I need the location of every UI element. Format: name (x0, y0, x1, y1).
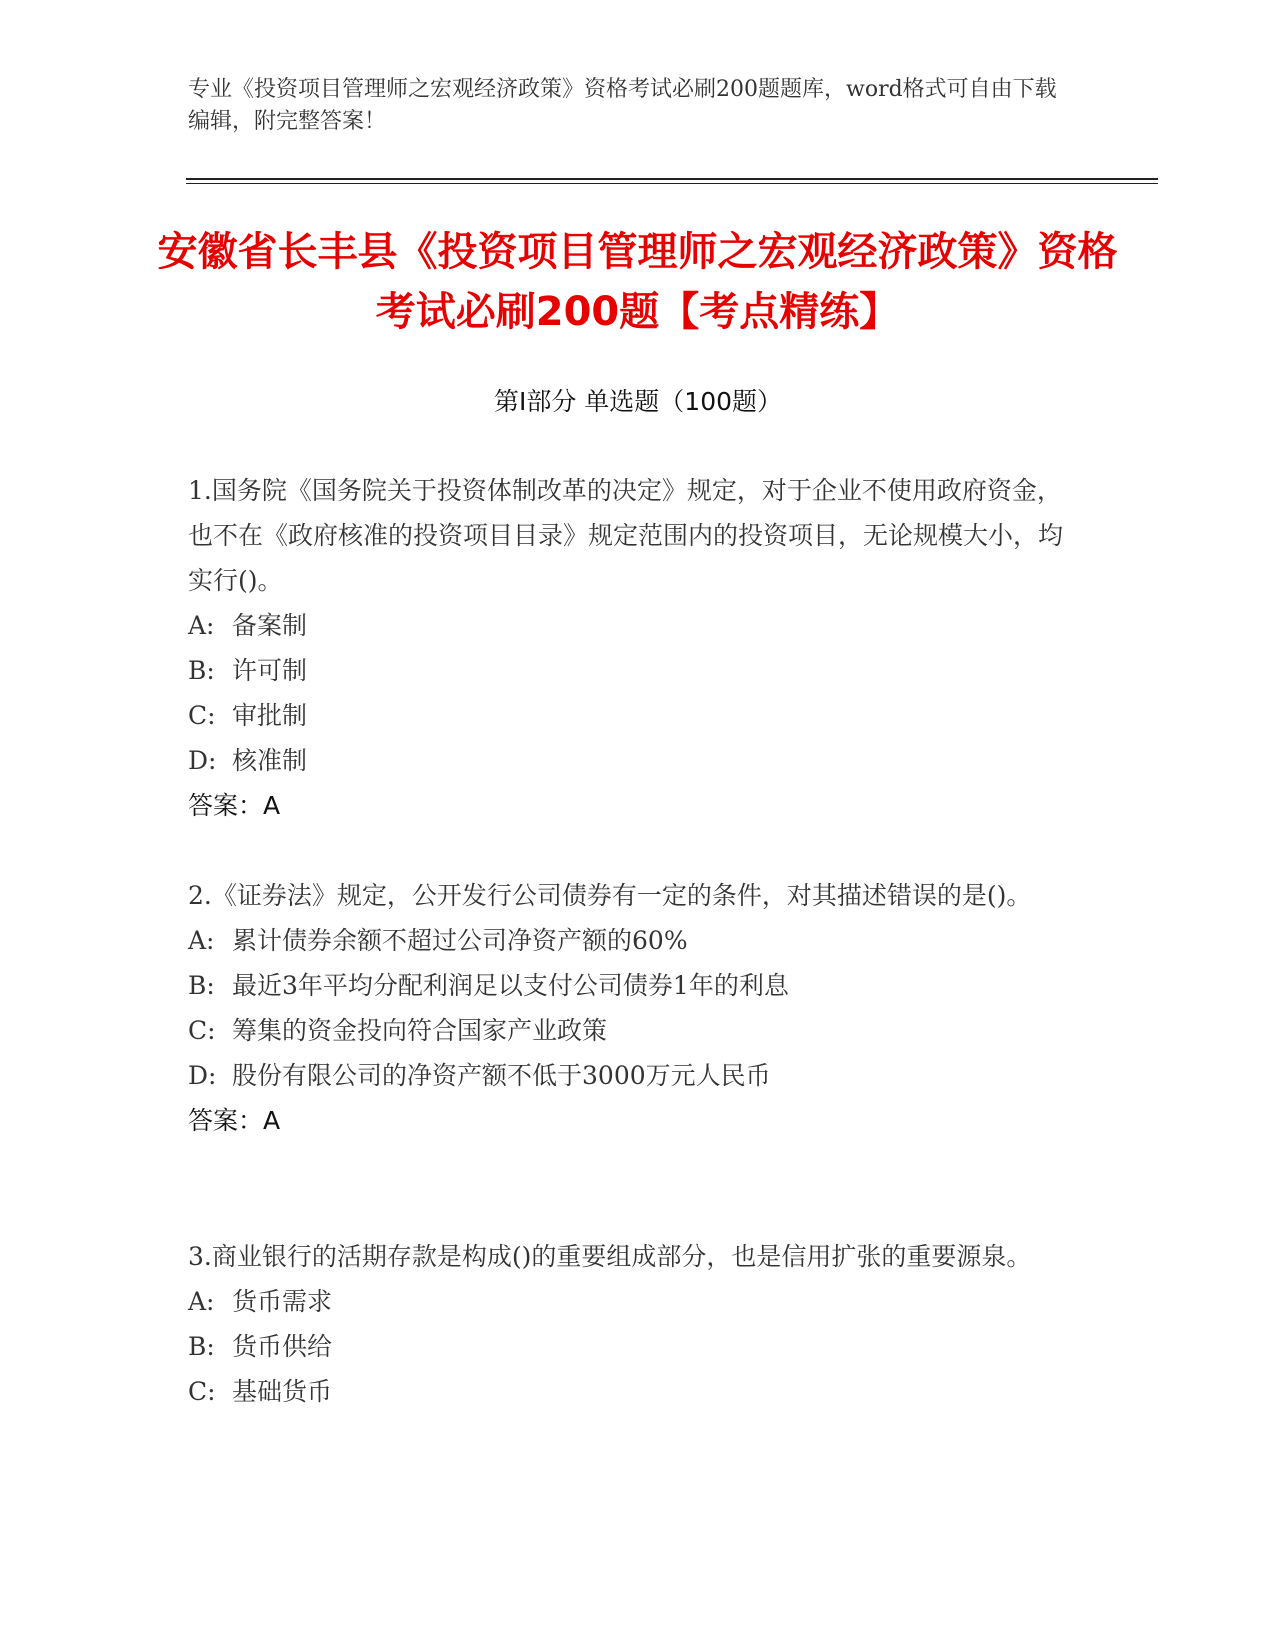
question-stem: 2.《证券法》规定，公开发行公司债券有一定的条件，对其描述错误的是()。 (188, 881, 1032, 910)
option-text: 备案制 (232, 611, 308, 640)
option-text: 货币供给 (232, 1332, 333, 1361)
option-b (188, 648, 1068, 693)
option-letter: A: (188, 1287, 215, 1316)
option-d (188, 738, 1068, 783)
option-letter: C: (188, 1016, 216, 1045)
question-1 (188, 468, 1068, 828)
option-d (188, 1053, 1068, 1098)
option-text: 货币需求 (232, 1287, 333, 1316)
option-a (188, 603, 1068, 648)
option-text: 审批制 (232, 701, 308, 730)
question-2 (188, 873, 1068, 1143)
option-text: 股份有限公司的净资产额不低于3000万元人民币 (232, 1061, 771, 1090)
header-divider-thin (186, 183, 1158, 184)
option-a (188, 918, 1068, 963)
answer-line: 答案：A (188, 1106, 281, 1135)
option-letter: D: (188, 746, 217, 775)
option-letter: C: (188, 1377, 216, 1406)
option-letter: B: (188, 971, 215, 1000)
option-b (188, 963, 1068, 1008)
option-text: 最近3年平均分配利润足以支付公司债券1年的利息 (232, 971, 789, 1000)
option-b (188, 1324, 1068, 1369)
option-letter: A: (188, 611, 215, 640)
option-a (188, 1279, 1068, 1324)
option-c (188, 1008, 1068, 1053)
option-text: 累计债券余额不超过公司净资产额的60% (232, 926, 688, 955)
header-note: 专业《投资项目管理师之宏观经济政策》资格考试必刷200题题库，word格式可自由下载编辑，附完整答案！ (188, 77, 1057, 134)
option-letter: B: (188, 656, 215, 685)
option-c (188, 693, 1068, 738)
document-title: 安徽省长丰县《投资项目管理师之宏观经济政策》资格考试必刷200题【考点精练】 (157, 229, 1118, 335)
option-text: 许可制 (232, 656, 308, 685)
option-letter: B: (188, 1332, 215, 1361)
question-stem: 1.国务院《国务院关于投资体制改革的决定》规定，对于企业不使用政府资金，也不在《政府核准的投资项目目录》规定范围内的投资项目，无论规模大小，均实行()。 (188, 476, 1064, 595)
question-3 (188, 1234, 1068, 1414)
option-text: 基础货币 (232, 1377, 333, 1406)
option-text: 筹集的资金投向符合国家产业政策 (232, 1016, 608, 1045)
option-letter: A: (188, 926, 215, 955)
answer-line: 答案：A (188, 791, 281, 820)
section-heading: 第I部分 单选题（100题） (493, 387, 783, 416)
header-divider-thick (186, 178, 1158, 180)
option-letter: D: (188, 1061, 217, 1090)
option-letter: C: (188, 701, 216, 730)
option-text: 核准制 (232, 746, 308, 775)
option-c (188, 1369, 1068, 1414)
question-stem: 3.商业银行的活期存款是构成()的重要组成部分，也是信用扩张的重要源泉。 (188, 1242, 1032, 1271)
